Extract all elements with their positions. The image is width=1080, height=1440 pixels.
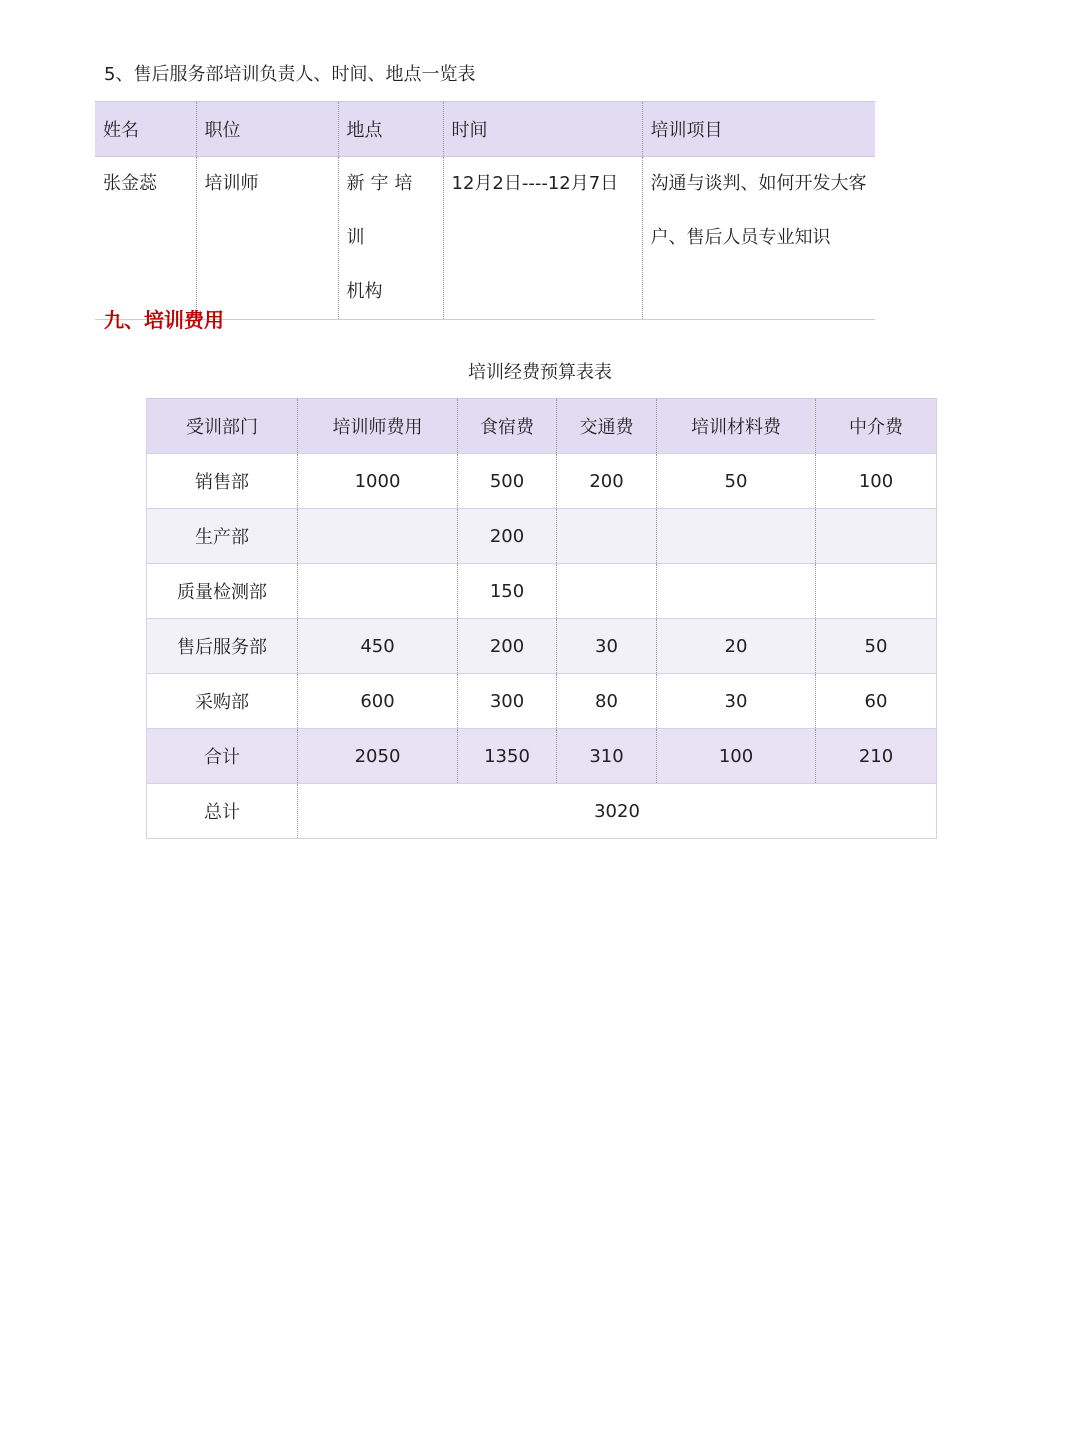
table-row xyxy=(147,674,937,729)
location-line-1: 新宇培训 xyxy=(346,173,419,248)
location-line-2: 机构 xyxy=(346,281,383,302)
subtotal-trainer-fee: 2050 xyxy=(298,729,458,784)
budget-table xyxy=(146,398,937,839)
cell-trainer-fee: 600 xyxy=(298,674,458,729)
grand-total-row xyxy=(147,784,937,839)
cell-trainer-fee xyxy=(298,564,458,619)
project-line-2: 户、售后人员专业知识 xyxy=(650,227,831,248)
cell-transport-fee: 200 xyxy=(557,454,657,509)
cell-time: 12月2日----12月7日 xyxy=(443,157,642,320)
cell-department: 售后服务部 xyxy=(147,619,298,674)
table-row xyxy=(147,619,937,674)
trainer-schedule-table xyxy=(95,101,875,320)
cell-department: 销售部 xyxy=(147,454,298,509)
header-location: 地点 xyxy=(338,102,443,157)
cell-agency-fee xyxy=(816,564,937,619)
cell-materials-fee: 50 xyxy=(657,454,816,509)
cell-agency-fee: 50 xyxy=(816,619,937,674)
header-project: 培训项目 xyxy=(642,102,875,157)
cell-lodging-fee: 200 xyxy=(458,619,557,674)
cell-department: 生产部 xyxy=(147,509,298,564)
project-line-1: 沟通与谈判、如何开发大客 xyxy=(650,173,867,194)
budget-table-caption: 培训经费预算表表 xyxy=(468,362,612,383)
table-row xyxy=(147,564,937,619)
subtotal-transport-fee: 310 xyxy=(557,729,657,784)
cell-position: 培训师 xyxy=(196,157,338,320)
subtotal-label: 合计 xyxy=(147,729,298,784)
subtotal-materials-fee: 100 xyxy=(657,729,816,784)
subtotal-row xyxy=(147,729,937,784)
subtotal-agency-fee: 210 xyxy=(816,729,937,784)
cell-agency-fee: 100 xyxy=(816,454,937,509)
cell-transport-fee: 30 xyxy=(557,619,657,674)
header-materials-fee: 培训材料费 xyxy=(657,399,816,454)
cell-materials-fee: 20 xyxy=(657,619,816,674)
cell-department: 质量检测部 xyxy=(147,564,298,619)
cell-agency-fee xyxy=(816,509,937,564)
header-trainer-fee: 培训师费用 xyxy=(298,399,458,454)
cell-lodging-fee: 200 xyxy=(458,509,557,564)
header-lodging-fee: 食宿费 xyxy=(458,399,557,454)
grand-total-value: 3020 xyxy=(298,784,937,839)
cell-trainer-fee: 1000 xyxy=(298,454,458,509)
header-agency-fee: 中介费 xyxy=(816,399,937,454)
cell-materials-fee xyxy=(657,509,816,564)
table-row xyxy=(95,157,875,320)
cell-lodging-fee: 300 xyxy=(458,674,557,729)
cell-name: 张金蕊 xyxy=(95,157,196,320)
cell-transport-fee: 80 xyxy=(557,674,657,729)
cell-trainer-fee: 450 xyxy=(298,619,458,674)
subtotal-lodging-fee: 1350 xyxy=(458,729,557,784)
cell-lodging-fee: 500 xyxy=(458,454,557,509)
header-transport-fee: 交通费 xyxy=(557,399,657,454)
cell-materials-fee: 30 xyxy=(657,674,816,729)
table-header-row xyxy=(95,102,875,157)
cell-transport-fee xyxy=(557,564,657,619)
header-department: 受训部门 xyxy=(147,399,298,454)
cell-transport-fee xyxy=(557,509,657,564)
table-row xyxy=(147,509,937,564)
table-row xyxy=(147,454,937,509)
cell-project xyxy=(642,157,875,320)
header-time: 时间 xyxy=(443,102,642,157)
cell-location xyxy=(338,157,443,320)
header-name: 姓名 xyxy=(95,102,196,157)
cell-trainer-fee xyxy=(298,509,458,564)
cell-agency-fee: 60 xyxy=(816,674,937,729)
cell-department: 采购部 xyxy=(147,674,298,729)
grand-total-label: 总计 xyxy=(147,784,298,839)
section-heading: 九、培训费用 xyxy=(104,308,224,332)
cell-materials-fee xyxy=(657,564,816,619)
sub-heading: 5、售后服务部培训负责人、时间、地点一览表 xyxy=(104,64,476,85)
cell-lodging-fee: 150 xyxy=(458,564,557,619)
table-header-row xyxy=(147,399,937,454)
header-position: 职位 xyxy=(196,102,338,157)
